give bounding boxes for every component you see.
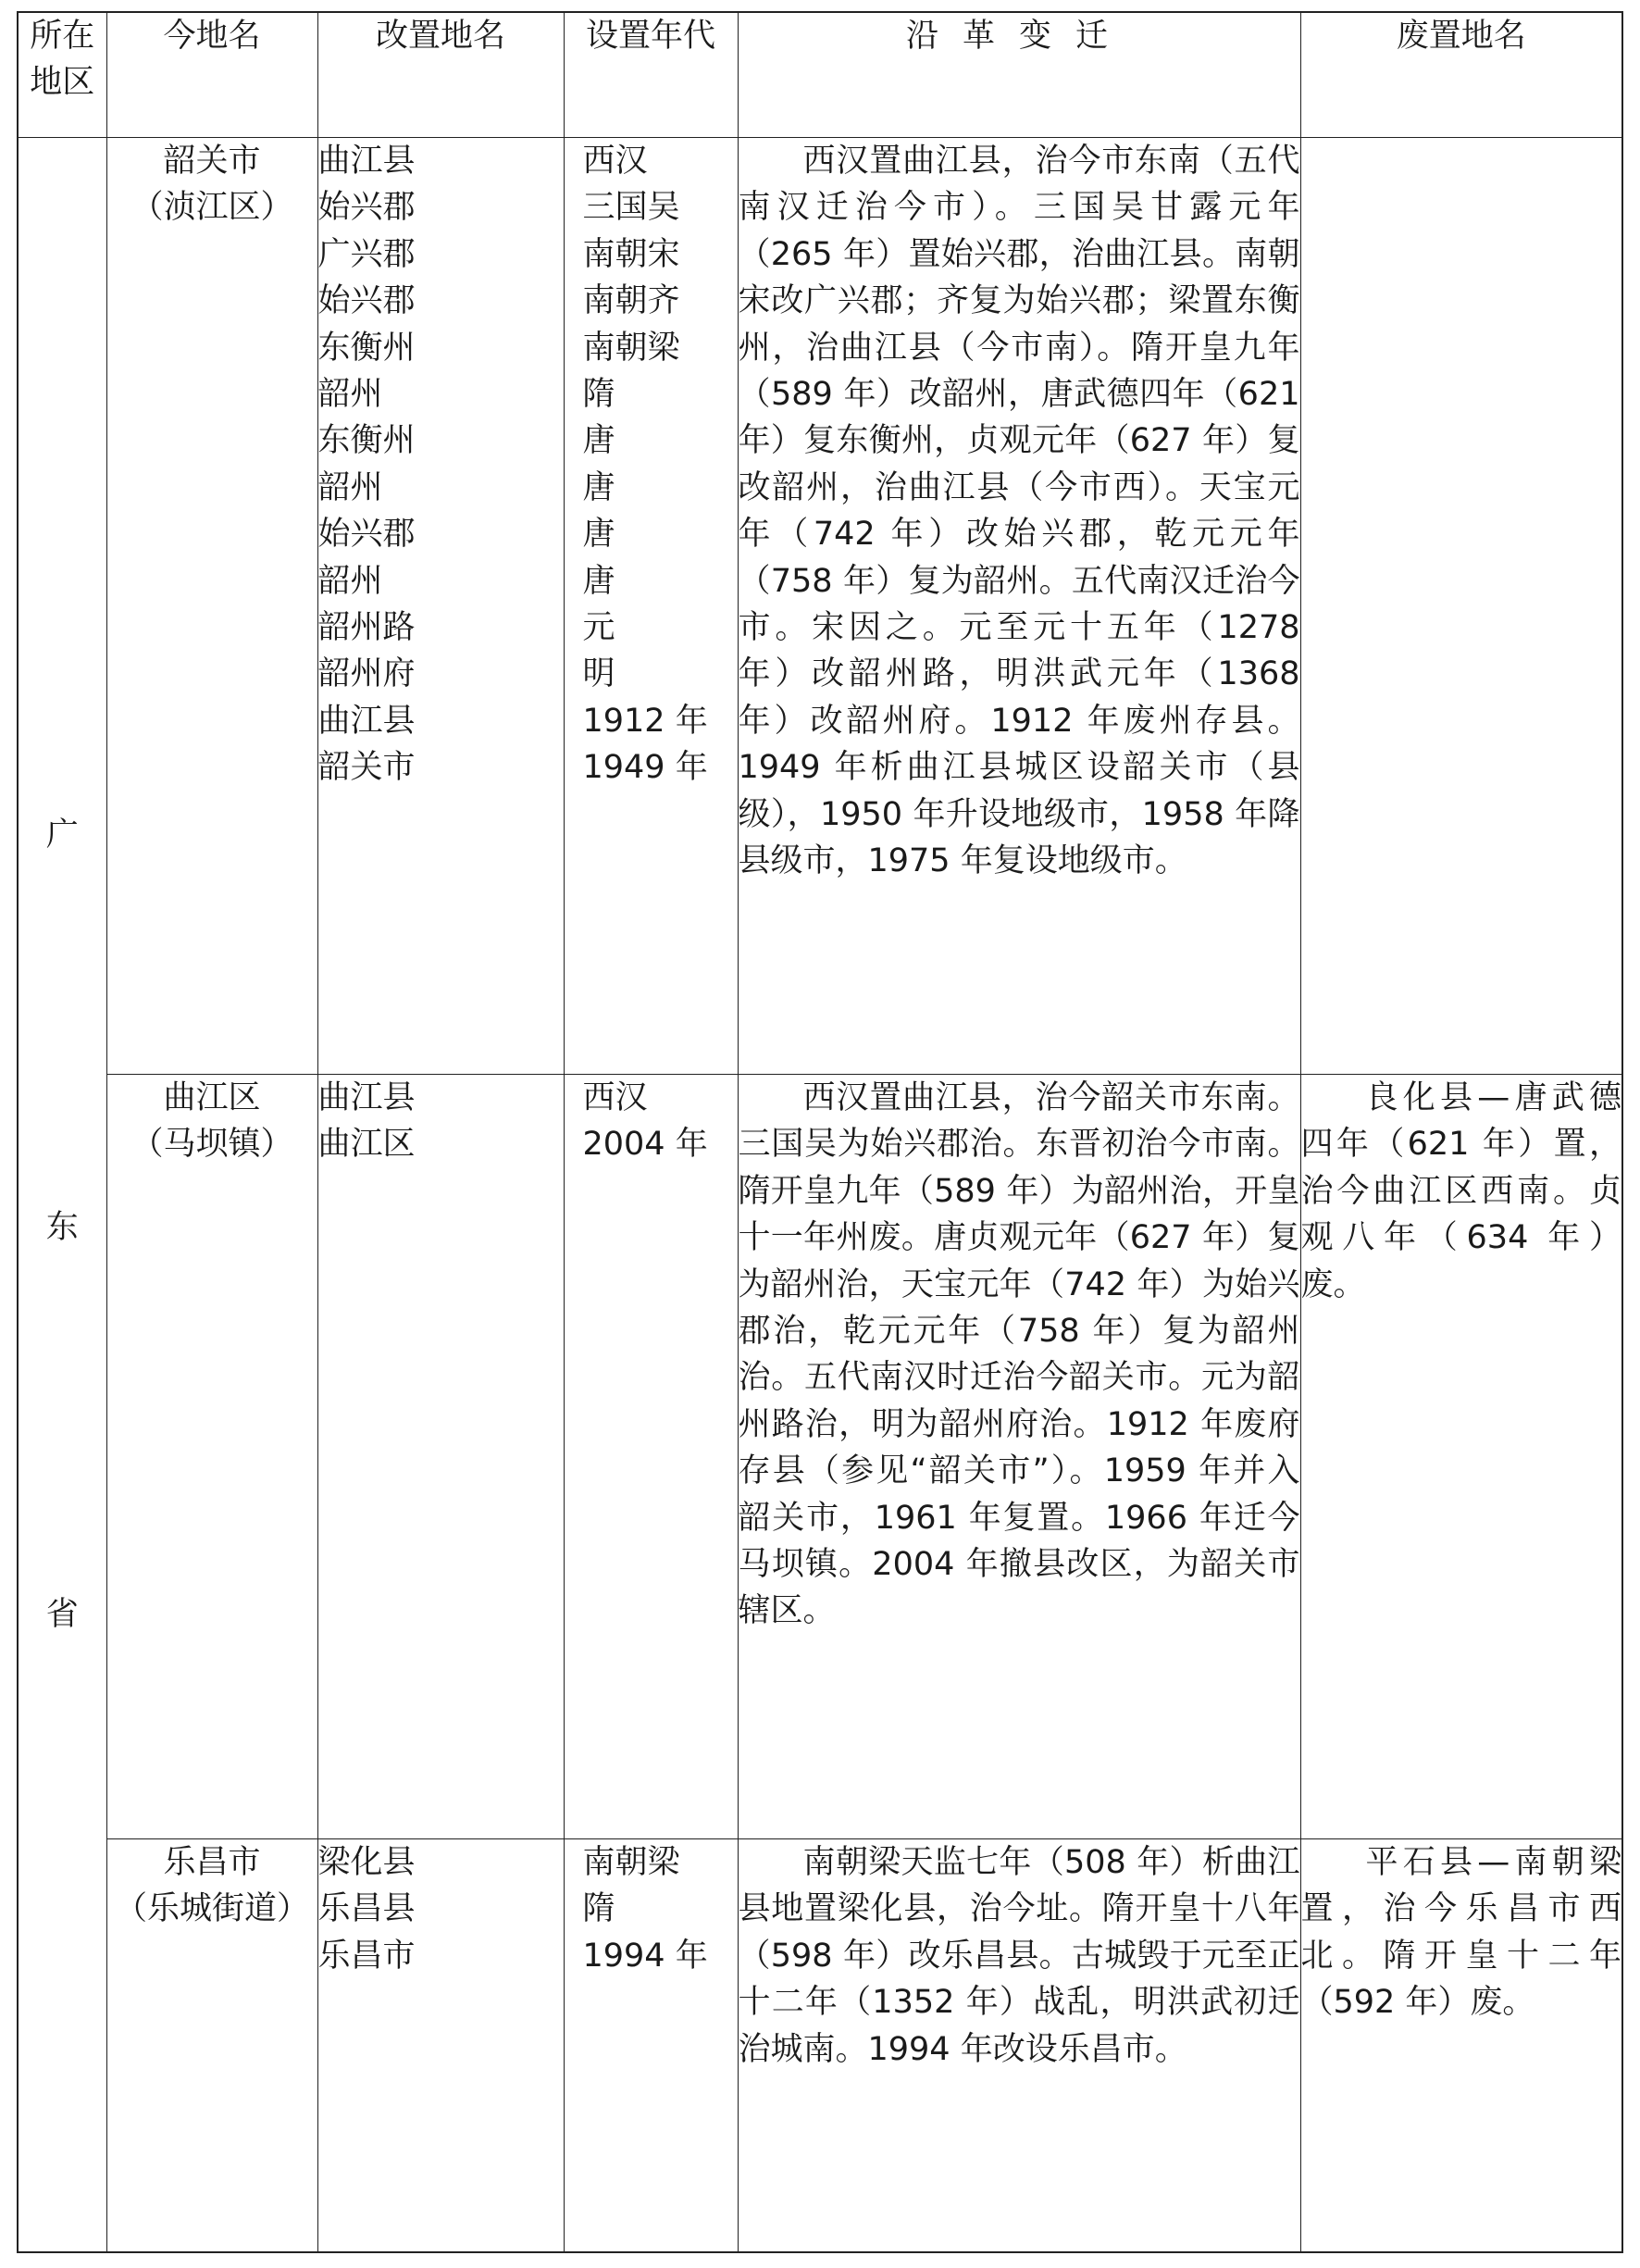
history-text: 西汉置曲江县，治今市东南（五代南汉迁治今市）。三国吴甘露元年（265 年）置始兴郡，治曲江县。南朝宋改广兴郡；齐复为始兴郡；梁置东衡州，治曲江县（今市南）。隋开皇九年（589 年）改韶州，唐武德四年（621 年）复东衡州，贞观元年（627 年）复改韶州，治曲江县（今市西）。天宝元年（742 年）改始兴郡，乾元元年（758 年）复为韶州。五代南汉迁治今市。宋因之。元至元十五年（1278 年）改韶州路，明洪武元年（1368 年）改韶州府。1912 年废州存县。1949 年析曲江县城区设韶关市（县级），1950 年升设地级市，1958 年降县级市，1975 年复设地级市。: [738, 138, 1300, 1075]
renamed-cell: [317, 1075, 564, 1839]
renamed-item: 韶州: [317, 562, 383, 600]
header-year: 设置年代: [564, 12, 738, 138]
header-row: [18, 12, 1622, 138]
renamed-item: 曲江县: [317, 1079, 416, 1116]
year-item: 西汉: [582, 1079, 648, 1116]
year-item: 1949 年: [582, 749, 708, 787]
table-row: [18, 1075, 1622, 1839]
renamed-item: 始兴郡: [317, 189, 416, 227]
renamed-item: 韶州府: [317, 655, 416, 693]
renamed-item: 梁化县: [317, 1844, 416, 1881]
renamed-item: 东衡州: [317, 329, 416, 367]
renamed-item: 韶州: [317, 376, 383, 414]
year-item: 隋: [582, 376, 615, 414]
renamed-item: 韶关市: [317, 749, 416, 787]
table-row: [18, 1839, 1622, 2253]
current-seat: （马坝镇）: [130, 1126, 293, 1164]
year-item: 南朝梁: [582, 1844, 680, 1881]
year-item: 唐: [582, 468, 615, 506]
year-item: 元: [582, 609, 615, 647]
renamed-item: 乐昌市: [317, 1937, 416, 1975]
current-name: 曲江区: [163, 1079, 261, 1116]
abolished-text: [1300, 138, 1622, 1075]
renamed-item: 广兴郡: [317, 235, 416, 273]
renamed-item: 东衡州: [317, 422, 416, 460]
history-table: [17, 11, 1623, 2253]
region-char: 东: [45, 1209, 79, 1246]
renamed-item: 乐昌县: [317, 1890, 416, 1928]
header-history: 沿革变迁: [738, 12, 1300, 138]
region-cell: [18, 138, 106, 2253]
region-char: 省: [45, 1596, 79, 1633]
year-item: 三国吴: [582, 189, 680, 227]
renamed-cell: [317, 1839, 564, 2253]
year-item: 唐: [582, 562, 615, 600]
current-name: 乐昌市: [163, 1844, 261, 1881]
year-item: 南朝齐: [582, 282, 680, 320]
year-item: 2004 年: [582, 1126, 708, 1164]
header-renamed: 改置地名: [317, 12, 564, 138]
current-name-cell: [106, 138, 317, 1075]
year-item: 1994 年: [582, 1937, 708, 1975]
year-item: 隋: [582, 1890, 615, 1928]
year-item: 西汉: [582, 143, 648, 180]
history-text: 西汉置曲江县，治今韶关市东南。三国吴为始兴郡治。东晋初治今市南。隋开皇九年（589 年）为韶州治，开皇十一年州废。唐贞观元年（627 年）复为韶州治，天宝元年（742 年）为始兴郡治，乾元元年（758 年）复为韶州治。五代南汉时迁治今韶关市。元为韶州路治，明为韶州府治。1912 年废府存县（参见“韶关市”）。1959 年并入韶关市，1961 年复置。1966 年迁今马坝镇。2004 年撤县改区，为韶关市辖区。: [738, 1075, 1300, 1839]
year-item: 南朝梁: [582, 329, 680, 367]
year-item: 唐: [582, 422, 615, 460]
renamed-item: 韶州路: [317, 609, 416, 647]
renamed-item: 始兴郡: [317, 516, 416, 554]
region-char: 广: [45, 816, 79, 854]
year-item: 1912 年: [582, 702, 708, 740]
header-region: 所在地区: [18, 12, 106, 138]
year-cell: [564, 138, 738, 1075]
table-row: [18, 138, 1622, 1075]
year-cell: [564, 1075, 738, 1839]
renamed-item: 曲江区: [317, 1126, 416, 1164]
header-current-name: 今地名: [106, 12, 317, 138]
current-name: 韶关市: [163, 143, 261, 180]
renamed-item: 始兴郡: [317, 282, 416, 320]
current-name-cell: [106, 1075, 317, 1839]
year-item: 唐: [582, 516, 615, 554]
current-name-cell: [106, 1839, 317, 2253]
renamed-item: 曲江县: [317, 702, 416, 740]
history-text: 南朝梁天监七年（508 年）析曲江县地置梁化县，治今址。隋开皇十八年（598 年）改乐昌县。古城毁于元至正十二年（1352 年）战乱，明洪武初迁治城南。1994 年改设乐昌市。: [738, 1839, 1300, 2253]
current-seat: （浈江区）: [130, 189, 293, 227]
year-cell: [564, 1839, 738, 2253]
renamed-cell: [317, 138, 564, 1075]
renamed-item: 曲江县: [317, 143, 416, 180]
year-item: 明: [582, 655, 615, 693]
abolished-text: 平石县—南朝梁置，治今乐昌市西北。隋开皇十二年（592 年）废。: [1300, 1839, 1622, 2253]
renamed-item: 韶州: [317, 468, 383, 506]
header-abolished: 废置地名: [1300, 12, 1622, 138]
abolished-text: 良化县—唐武德四年（621 年）置，治今曲江区西南。贞观八年（634 年）废。: [1300, 1075, 1622, 1839]
year-item: 南朝宋: [582, 235, 680, 273]
current-seat: （乐城街道）: [114, 1890, 309, 1928]
